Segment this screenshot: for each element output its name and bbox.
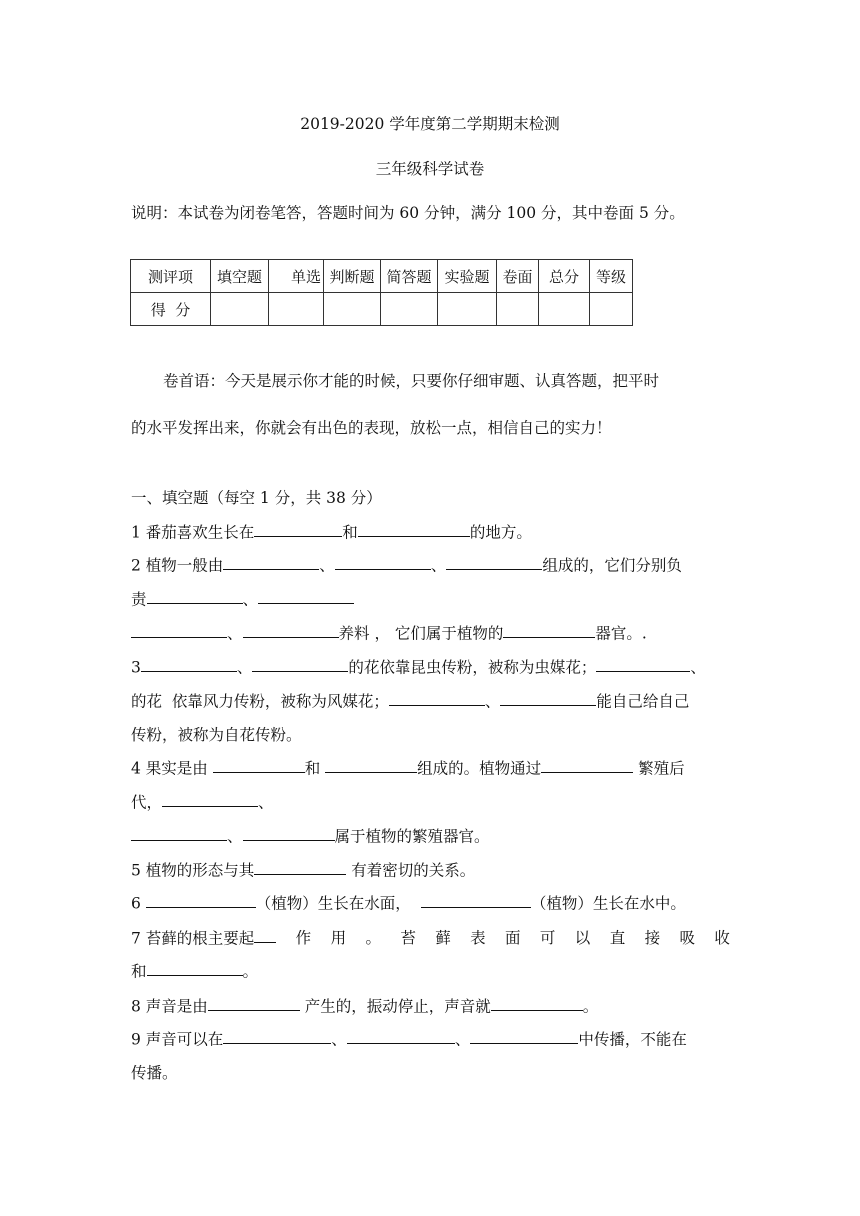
answer-blank[interactable] bbox=[470, 1027, 578, 1044]
question-9-line-2: 传播。 bbox=[131, 1064, 178, 1082]
score-header-cell: 卷面 bbox=[497, 260, 539, 293]
question-text: 作 bbox=[295, 929, 312, 947]
answer-blank[interactable] bbox=[596, 655, 690, 672]
answer-blank[interactable] bbox=[500, 689, 596, 706]
question-text: 、 bbox=[227, 624, 243, 643]
score-header-cell: 判断题 bbox=[324, 260, 381, 293]
question-4-line-3 bbox=[131, 824, 490, 846]
question-6 bbox=[131, 891, 686, 913]
answer-blank[interactable] bbox=[491, 994, 583, 1011]
question-text: 2 植物一般由 bbox=[131, 556, 224, 575]
question-7 bbox=[131, 926, 730, 948]
question-3 bbox=[131, 655, 706, 677]
answer-blank[interactable] bbox=[503, 621, 595, 638]
score-cell[interactable] bbox=[324, 293, 381, 326]
answer-blank[interactable] bbox=[252, 655, 348, 672]
question-9 bbox=[131, 1027, 687, 1049]
question-8 bbox=[131, 994, 598, 1016]
exam-subtitle: 三年级科学试卷 bbox=[375, 160, 485, 178]
question-2-line-3 bbox=[131, 621, 647, 643]
score-table bbox=[130, 259, 633, 326]
question-5 bbox=[131, 858, 475, 880]
question-text: 用 bbox=[330, 929, 347, 947]
answer-blank[interactable] bbox=[208, 994, 300, 1011]
score-cell[interactable] bbox=[381, 293, 438, 326]
question-text: 组成的，它们分别负 bbox=[542, 556, 682, 575]
question-text: 、 bbox=[242, 590, 259, 609]
score-table-score-row bbox=[131, 293, 633, 326]
question-text: （植物）生长在水面， bbox=[255, 894, 411, 913]
question-text: 收 bbox=[714, 929, 730, 947]
score-cell[interactable] bbox=[211, 293, 269, 326]
question-text: 繁殖后 bbox=[633, 759, 685, 778]
question-4 bbox=[131, 756, 685, 778]
question-text: 。 bbox=[365, 929, 381, 947]
answer-blank[interactable] bbox=[254, 858, 346, 875]
question-text: 的地方。 bbox=[469, 523, 532, 542]
question-4-line-2 bbox=[131, 790, 274, 812]
score-header-cell: 单选 bbox=[269, 260, 324, 293]
question-text: 有着密切的关系。 bbox=[346, 861, 476, 880]
answer-blank[interactable] bbox=[389, 689, 485, 706]
question-text: 、 bbox=[236, 658, 253, 677]
answer-blank[interactable] bbox=[131, 824, 227, 841]
question-text: 属于植物的繁殖器官。 bbox=[334, 827, 490, 846]
question-text: 责 bbox=[131, 590, 147, 609]
answer-blank[interactable] bbox=[347, 1027, 455, 1044]
question-text: 。 bbox=[582, 997, 599, 1016]
answer-blank[interactable] bbox=[335, 553, 431, 570]
question-1 bbox=[131, 520, 532, 542]
score-header-cell: 测评项 bbox=[131, 260, 211, 293]
question-text: 、 bbox=[319, 556, 335, 575]
preface-line-2: 的水平发挥出来，你就会有出色的表现，放松一点，相信自己的实力！ bbox=[131, 419, 612, 437]
question-text: 、 bbox=[690, 658, 706, 677]
question-text: 6 bbox=[131, 894, 146, 913]
answer-blank[interactable] bbox=[213, 756, 305, 773]
question-text: 吸 bbox=[679, 929, 695, 947]
answer-blank[interactable] bbox=[223, 553, 319, 570]
question-text: 表 bbox=[470, 929, 486, 947]
answer-blank[interactable] bbox=[254, 520, 342, 537]
question-text: 苔 bbox=[400, 929, 416, 947]
question-text: 、 bbox=[331, 1030, 347, 1049]
question-7-line-2 bbox=[131, 959, 258, 981]
question-text: 3 bbox=[131, 658, 141, 677]
section-1-heading: 一、填空题（每空 1 分，共 38 分） bbox=[131, 489, 382, 507]
answer-blank[interactable] bbox=[162, 790, 258, 807]
score-header-cell: 总分 bbox=[539, 260, 590, 293]
question-3-line-3: 传粉，被称为自花传粉。 bbox=[131, 726, 302, 744]
question-2 bbox=[131, 553, 682, 575]
question-text: 9 声音可以在 bbox=[131, 1030, 224, 1049]
question-text: 藓 bbox=[435, 929, 451, 947]
question-text: 养料 ， 它们属于植物的 bbox=[338, 624, 504, 643]
answer-blank[interactable] bbox=[258, 587, 354, 604]
question-text: 产生的，振动停止，声音就 bbox=[299, 997, 491, 1016]
question-text: （植物）生长在水中。 bbox=[530, 894, 686, 913]
exam-title: 2019-2020 学年度第二学期期末检测 bbox=[300, 115, 560, 133]
question-text: 、 bbox=[484, 692, 501, 711]
question-text: 以 bbox=[574, 929, 591, 947]
exam-instructions: 说明：本试卷为闭卷笔答，答题时间为 60 分钟，满分 100 分，其中卷面 5 分。 bbox=[131, 204, 685, 222]
answer-blank[interactable] bbox=[243, 621, 339, 638]
score-cell[interactable] bbox=[497, 293, 539, 326]
answer-blank[interactable] bbox=[141, 655, 237, 672]
question-text: 组成的。植物通过 bbox=[417, 759, 542, 778]
answer-blank[interactable] bbox=[131, 621, 227, 638]
score-header-cell: 实验题 bbox=[438, 260, 497, 293]
question-text: 和 bbox=[342, 523, 358, 542]
question-text: 中传播，不能在 bbox=[578, 1030, 687, 1049]
question-text: 、 bbox=[258, 793, 274, 812]
question-text: 、 bbox=[227, 827, 243, 846]
question-text: 能自己给自己 bbox=[596, 692, 690, 711]
question-text: 的花 依靠风力传粉，被称为风媒花； bbox=[131, 692, 389, 711]
score-cell[interactable] bbox=[438, 293, 497, 326]
score-cell[interactable] bbox=[539, 293, 590, 326]
question-text: 接 bbox=[644, 929, 661, 947]
question-text: 4 果实是由 bbox=[131, 759, 213, 778]
question-text: 器官。. bbox=[595, 624, 647, 643]
score-header-cell: 填空题 bbox=[211, 260, 269, 293]
question-2-line-2 bbox=[131, 587, 354, 609]
answer-blank[interactable] bbox=[358, 520, 470, 537]
question-text: 、 bbox=[430, 556, 447, 575]
question-text: 直 bbox=[609, 929, 626, 947]
answer-blank[interactable] bbox=[421, 891, 531, 908]
question-text: 、 bbox=[454, 1030, 471, 1049]
answer-blank[interactable] bbox=[147, 959, 243, 976]
answer-blank[interactable] bbox=[223, 1027, 331, 1044]
score-table-header-row bbox=[131, 260, 633, 293]
question-text: 和 bbox=[131, 962, 147, 981]
question-text: 8 声音是由 bbox=[131, 997, 208, 1016]
question-text: 代， bbox=[131, 793, 163, 812]
answer-blank[interactable] bbox=[146, 891, 256, 908]
question-text: 可 bbox=[539, 929, 556, 947]
score-header-cell: 简答题 bbox=[381, 260, 438, 293]
score-cell[interactable] bbox=[269, 293, 324, 326]
answer-blank[interactable] bbox=[243, 824, 335, 841]
question-text: 5 植物的形态与其 bbox=[131, 861, 255, 880]
question-text: 面 bbox=[505, 929, 521, 947]
answer-blank[interactable] bbox=[325, 756, 417, 773]
answer-blank[interactable] bbox=[254, 926, 276, 943]
preface-line-1: 卷首语：今天是展示你才能的时候，只要你仔细审题、认真答题，把平时 bbox=[163, 372, 660, 390]
question-text: 7 苔藓的根主要起 bbox=[131, 929, 255, 948]
answer-blank[interactable] bbox=[446, 553, 542, 570]
score-cell[interactable] bbox=[590, 293, 633, 326]
question-text: 。 bbox=[242, 962, 259, 981]
question-text: 和 bbox=[304, 759, 326, 778]
score-header-cell: 等级 bbox=[590, 260, 633, 293]
question-text: 的花依靠昆虫传粉，被称为虫媒花； bbox=[348, 658, 597, 677]
question-text: 1 番茄喜欢生长在 bbox=[131, 523, 255, 542]
score-row-label: 得 分 bbox=[131, 293, 211, 326]
answer-blank[interactable] bbox=[147, 587, 243, 604]
question-3-line-2 bbox=[131, 689, 689, 711]
answer-blank[interactable] bbox=[541, 756, 633, 773]
